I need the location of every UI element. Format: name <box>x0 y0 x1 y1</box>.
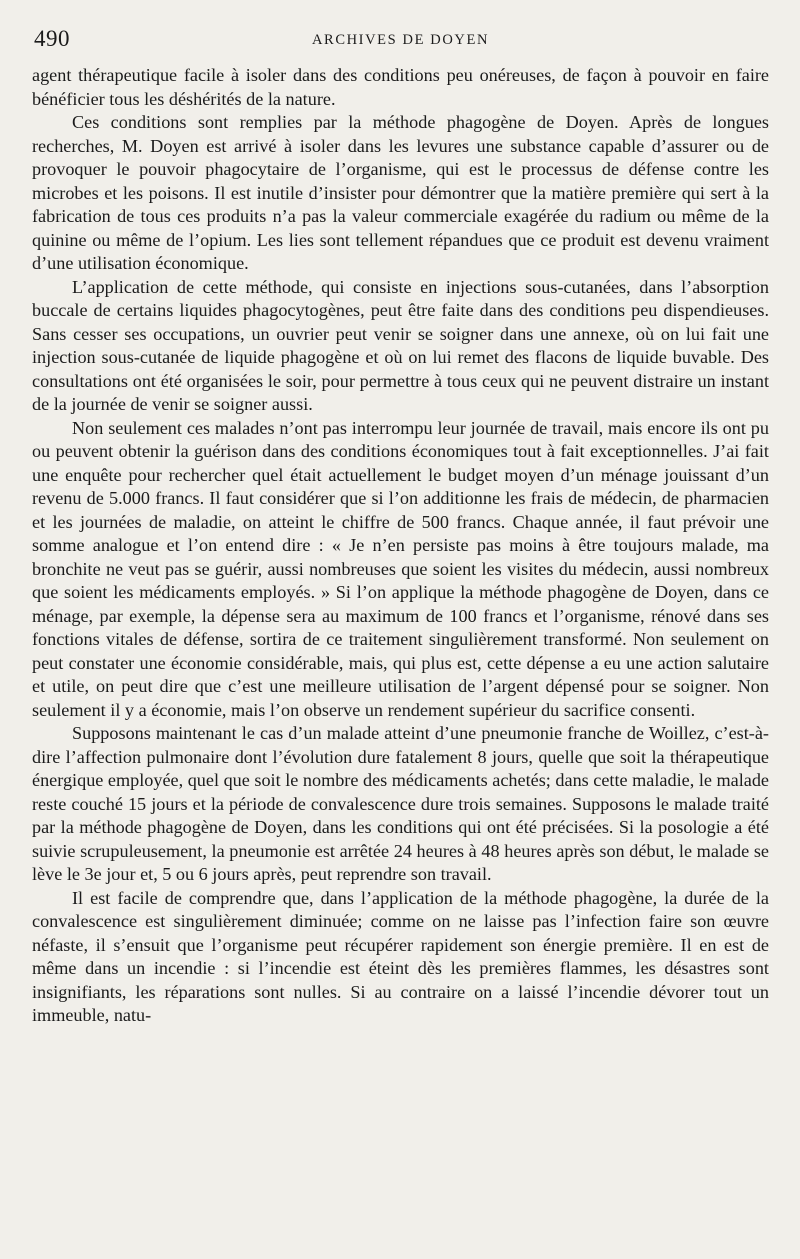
paragraph: Non seulement ces malades n’ont pas interrompu leur journée de travail, mais encore ils ont pu ou peuvent obtenir la guérison dans des conditions économiques tout à fait exceptionnelles. J’ai fait une enquête pour rechercher quel était actuellement le budget moyen d’un ménage jouissant d’un revenu de 5.000 francs. Il faut considérer que si l’on additionne les frais de médecin, de pharmacien et les journées de maladie, on atteint le chiffre de 500 francs. Chaque année, il faut prévoir une somme analogue et l’on entend dire : « Je n’en persiste pas moins à être toujours malade, ma bronchite ne veut pas se guérir, aussi nombreuses que soient les visites du médecin, aussi nombreux que soient les médicaments employés. » Si l’on applique la méthode phagogène de Doyen, dans ce ménage, par exemple, la dépense sera au maximum de 100 francs et l’organisme, rénové dans ses fonctions vitales de défense, sortira de ce traitement singulièrement transformé. Non seulement on peut constater une économie considérable, mais, qui plus est, cette dépense a eu une action salutaire et utile, on peut dire que c’est une meilleure utilisation de l’argent dépensé pour se soigner. Non seulement il y a économie, mais l’on observe un rendement supérieur du sacrifice consenti. <box>32 417 769 720</box>
paragraph: Supposons maintenant le cas d’un malade atteint d’une pneumonie franche de Woillez, c’est-à-dire l’affection pulmonaire dont l’évolution dure fatalement 8 jours, quelle que soit la thérapeutique énergique employée, quel que soit le nombre des médicaments achetés; dans cette maladie, le malade reste couché 15 jours et la période de convalescence dure trois semaines. Supposons le malade traité par la méthode phagogène de Doyen, dans les conditions qui ont été précisées. Si la posologie a été suivie scrupuleusement, la pneumonie est arrêtée 24 heures à 48 heures après son début, le malade se lève le 3e jour et, 5 ou 6 jours après, peut reprendre son travail. <box>32 723 769 884</box>
paragraph: Il est facile de comprendre que, dans l’application de la méthode phagogène, la durée de la convalescence est singulièrement diminuée; comme on ne laisse pas l’infection faire son œuvre néfaste, il s’ensuit que l’organisme peut récupérer rapidement son énergie première. Il en est de même dans un incendie : si l’incendie est éteint dès les premières flammes, les désastres sont insignifiants, les réparations sont nulles. Si au contraire on a laissé l’incendie dévorer tout un immeuble, natu- <box>32 887 769 1025</box>
paragraph: L’application de cette méthode, qui consiste en injections sous-cutanées, dans l’absorption buccale de certains liquides phagocytogènes, peut être faite dans des conditions peu dispendieuses. Sans cesser ses occupations, un ouvrier peut venir se soigner dans une annexe, où on lui fait une injection sous-cutanée de liquide phagogène et où on lui remet des flacons de liquide buvable. Des consultations ont été organisées le soir, pour permettre à tous ceux qui ne peuvent distraire un instant de la journée de venir se soigner aussi. <box>32 276 769 414</box>
page-header <box>32 26 769 56</box>
paragraph: Ces conditions sont remplies par la méthode phagogène de Doyen. Après de longues recherches, M. Doyen est arrivé à isoler dans les levures une substance capable d’assurer ou de provoquer le pouvoir phagocytaire de l’organisme, qui est le processus de défense contre les microbes et les poisons. Il est inutile d’insister pour démontrer que la matière première qui sert à la fabrication de tous ces produits n’a pas la valeur commerciale exagérée du radium ou même de la quinine ou même de l’opium. Les lies sont tellement répandues que ce produit est devenu vraiment d’une utilisation économique. <box>32 112 769 273</box>
page-number: 490 <box>34 26 70 51</box>
paragraph: agent thérapeutique facile à isoler dans des conditions peu onéreuses, de façon à pouvoir en faire bénéficier tous les déshérités de la nature. <box>32 65 769 109</box>
running-title: ARCHIVES DE DOYEN <box>311 32 490 48</box>
body-text <box>32 64 769 1028</box>
